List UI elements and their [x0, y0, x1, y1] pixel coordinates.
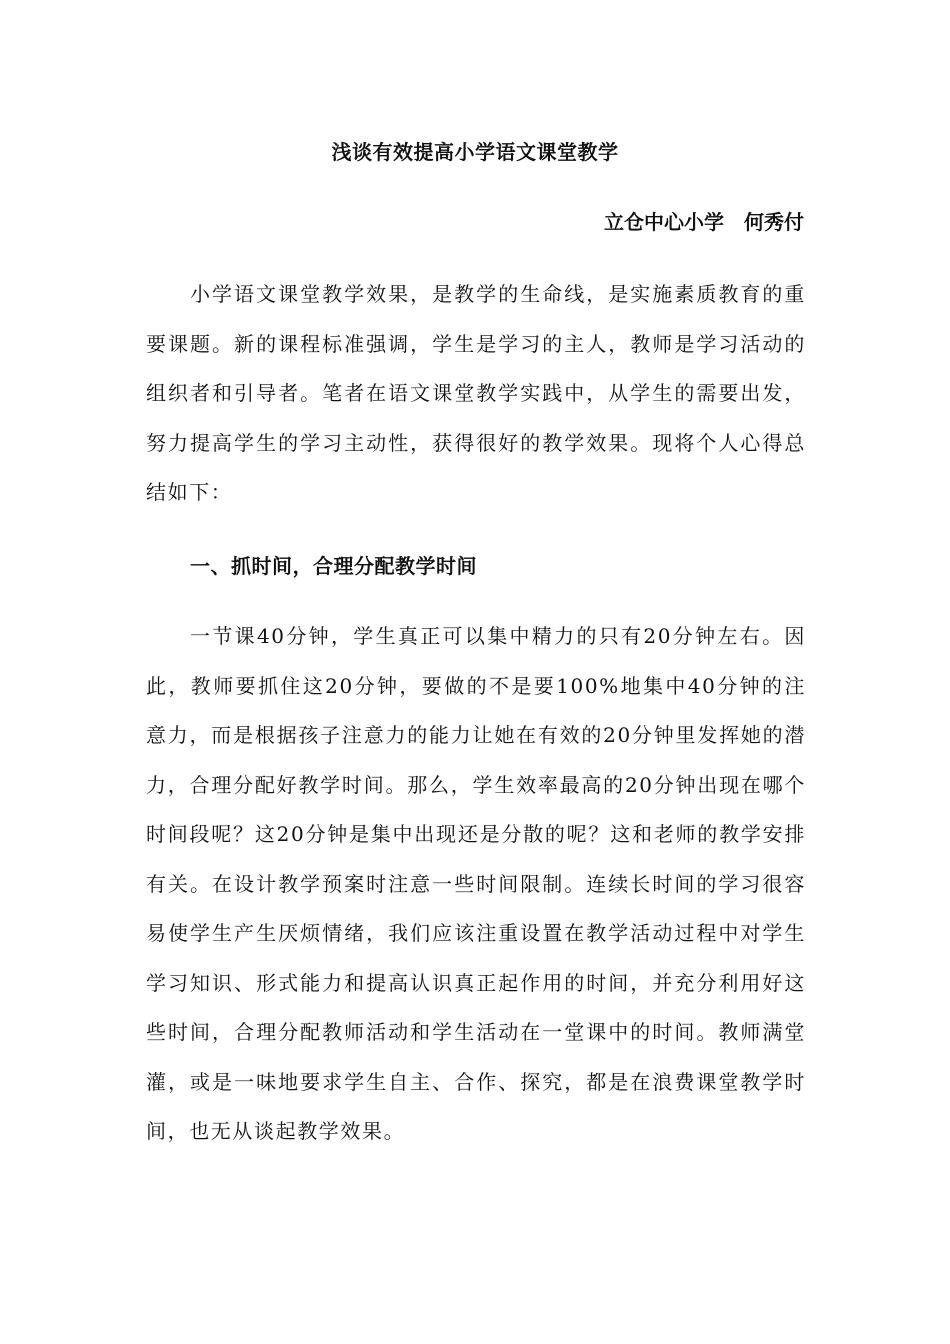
body-paragraph: 一节课40分钟，学生真正可以集中精力的只有20分钟左右。因此，教师要抓住这20分钟，要做的不是要100%地集中40分钟的注意力，而是根据孩子注意力的能力让她在有效的20分钟里发挥她的潜力，合理分配好教学时间。那么，学生效率最高的20分钟出现在哪个时间段呢？这20分钟是集中出现还是分散的呢？这和老师的教学安排有关。在设计教学预案时注意一些时间限制。连续长时间的学习很容易使学生产生厌烦情绪，我们应该注重设置在教学活动过程中对学生学习知识、形式能力和提高认识真正起作用的时间，并充分利用好这些时间，合理分配教师活动和学生活动在一堂课中的时间。教师满堂灌，或是一味地要求学生自主、合作、探究，都是在浪费课堂教学时间，也无从谈起教学效果。 — [146, 624, 806, 1143]
document-title: 浅谈有效提高小学语文课堂教学 — [331, 140, 619, 164]
author-line: 立仓中心小学 何秀付 — [604, 210, 804, 234]
intro-paragraph: 小学语文课堂教学效果，是教学的生命线，是实施素质教育的重要课题。新的课程标准强调，学生是学习的主人，教师是学习活动的组织者和引导者。笔者在语文课堂教学实践中，从学生的需要出发，努力提高学生的学习主动性，获得很好的教学效果。现将个人心得总结如下： — [146, 282, 806, 504]
section-heading: 一、抓时间，合理分配教学时间 — [190, 554, 477, 578]
